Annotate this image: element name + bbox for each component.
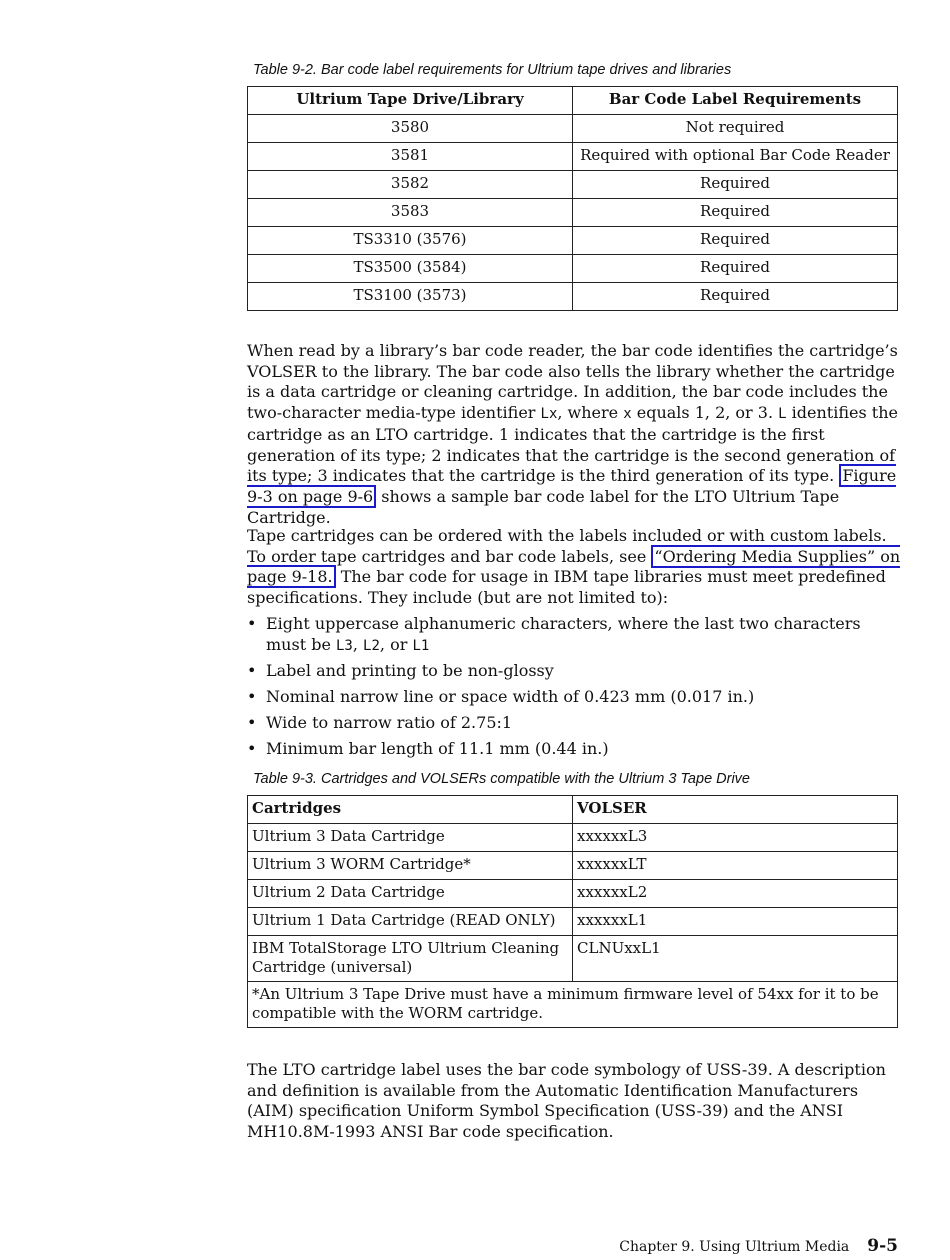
table-cell: TS3500 (3584): [248, 255, 573, 283]
table-cell: Required: [573, 227, 898, 255]
inline-code: L3: [336, 637, 353, 654]
table-cell: Required: [573, 171, 898, 199]
table-9-2-block: [247, 60, 898, 311]
table-cell: Not required: [573, 115, 898, 143]
list-item: [247, 713, 898, 734]
barcode-description-paragraph: [247, 341, 902, 528]
table-row: [248, 199, 898, 227]
bullet-icon: •: [247, 712, 257, 732]
paragraph-text: Tape cartridges can be ordered with the labels included or with custom labels. To order tape cartridges and bar code labels, see: [247, 526, 887, 566]
table-row: [248, 143, 898, 171]
list-item-text: , or: [379, 634, 413, 654]
figure-9-3-link[interactable]: Figure 9-3 on page 9-6: [247, 466, 897, 506]
table-cell: 3581: [248, 143, 573, 171]
table-row: [248, 908, 898, 936]
list-item-text: Label and printing to be non-glossy: [266, 661, 554, 681]
cartridge-volser-table: [247, 795, 898, 1028]
column-header: Cartridges: [248, 796, 573, 824]
paragraph-text: , where: [557, 403, 624, 423]
table-header-row: [248, 796, 898, 824]
table-footnote-row: [248, 982, 898, 1028]
table-row: [248, 227, 898, 255]
paragraph-text: identifies the cartridge as an LTO cartridge. 1 indicates that the cartridge is the first generation of its type; 2 indicates that the cartridge is the second generation of its type; 3 indicates that the cartridge is the third generation of its type.: [247, 403, 898, 486]
paragraph-text: The bar code for usage in IBM tape libraries must meet predefined specifications. They include (but are not limited to):: [247, 567, 886, 608]
list-item-text: Minimum bar length of 11.1 mm (0.44 in.): [266, 738, 609, 758]
table-cell: TS3100 (3573): [248, 283, 573, 311]
table-cell: Required: [573, 199, 898, 227]
table-row: [248, 115, 898, 143]
table-cell: Ultrium 2 Data Cartridge: [248, 880, 573, 908]
table-cell: xxxxxxL3: [573, 824, 898, 852]
bullet-icon: •: [247, 661, 257, 681]
bar-code-requirements-table: [247, 86, 898, 311]
table-cell: 3583: [248, 199, 573, 227]
table-cell: Ultrium 3 Data Cartridge: [248, 824, 573, 852]
inline-code: L1: [412, 637, 430, 654]
paragraph-text: shows a sample bar code label for the LTO Ultrium Tape Cartridge.: [247, 486, 840, 527]
table-cell: 3582: [248, 171, 573, 199]
table-row: [248, 255, 898, 283]
table-row: [248, 852, 898, 880]
ordering-paragraph: [247, 526, 902, 609]
inline-code: L: [778, 406, 787, 423]
table-cell: IBM TotalStorage LTO Ultrium Cleaning Cartridge (universal): [248, 936, 573, 982]
table-cell: Ultrium 3 WORM Cartridge*: [248, 852, 573, 880]
table-cell: xxxxxxL1: [573, 908, 898, 936]
table-row: [248, 283, 898, 311]
inline-code: Lx: [540, 406, 558, 423]
list-item: [247, 614, 898, 656]
paragraph-text: equals 1, 2, or 3.: [631, 403, 779, 423]
column-header: VOLSER: [573, 796, 898, 824]
bullet-icon: •: [247, 614, 257, 633]
chapter-title: Chapter 9. Using Ultrium Media: [619, 1239, 850, 1255]
column-header: Bar Code Label Requirements: [573, 87, 898, 115]
table-row: [248, 171, 898, 199]
inline-code: x: [623, 406, 632, 423]
table-caption: Table 9-3. Cartridges and VOLSERs compatible with the Ultrium 3 Tape Drive: [253, 771, 750, 787]
inline-code: L2: [363, 637, 380, 654]
table-cell: Ultrium 1 Data Cartridge (READ ONLY): [248, 908, 573, 936]
ordering-media-supplies-link[interactable]: “Ordering Media Supplies” on page 9-18.: [247, 546, 901, 587]
paragraph-text: When read by a library’s bar code reader, the bar code identifies the cartridge’s VOLSER to the library. The bar code also tells the library whether the cartridge is a data cartridge or cleaning cartridge. In addition, the bar code includes the two-character media-type identifier: [247, 341, 898, 423]
table-caption: Table 9-2. Bar code label requirements for Ultrium tape drives and libraries: [253, 62, 732, 78]
column-header: Ultrium Tape Drive/Library: [248, 87, 573, 115]
list-item-text: Wide to narrow ratio of 2.75:1: [266, 712, 513, 732]
table-cell: CLNUxxL1: [573, 936, 898, 982]
table-row: [248, 936, 898, 982]
barcode-spec-list: [247, 614, 898, 764]
uss39-paragraph: The LTO cartridge label uses the bar code symbology of USS-39. A description and definition is available from the Automatic Identification Manufacturers (AIM) specification Uniform Symbol Specification (USS-39) and the ANSI MH10.8M-1993 ANSI Bar code specification.: [247, 1060, 886, 1142]
table-cell: Required: [573, 255, 898, 283]
table-row: [248, 824, 898, 852]
list-item-text: Nominal narrow line or space width of 0.423 mm (0.017 in.): [266, 687, 755, 707]
page-number: 9-5: [867, 1236, 898, 1256]
table-header-row: [248, 87, 898, 115]
list-item: [247, 739, 898, 760]
table-9-3-block: [247, 769, 898, 1028]
bullet-icon: •: [247, 687, 257, 707]
page-footer: [619, 1236, 898, 1256]
table-cell: xxxxxxL2: [573, 880, 898, 908]
table-footnote: *An Ultrium 3 Tape Drive must have a minimum firmware level of 54xx for it to be compatible with the WORM cartridge.: [248, 982, 898, 1028]
table-row: [248, 880, 898, 908]
table-cell: 3580: [248, 115, 573, 143]
list-item: [247, 661, 898, 682]
bullet-icon: •: [247, 738, 257, 758]
list-item-text: ,: [352, 634, 364, 654]
list-item: [247, 687, 898, 708]
table-cell: Required with optional Bar Code Reader: [573, 143, 898, 171]
table-cell: Required: [573, 283, 898, 311]
table-cell: TS3310 (3576): [248, 227, 573, 255]
table-cell: xxxxxxLT: [573, 852, 898, 880]
list-item-text: Eight uppercase alphanumeric characters, where the last two characters must be: [266, 614, 861, 654]
